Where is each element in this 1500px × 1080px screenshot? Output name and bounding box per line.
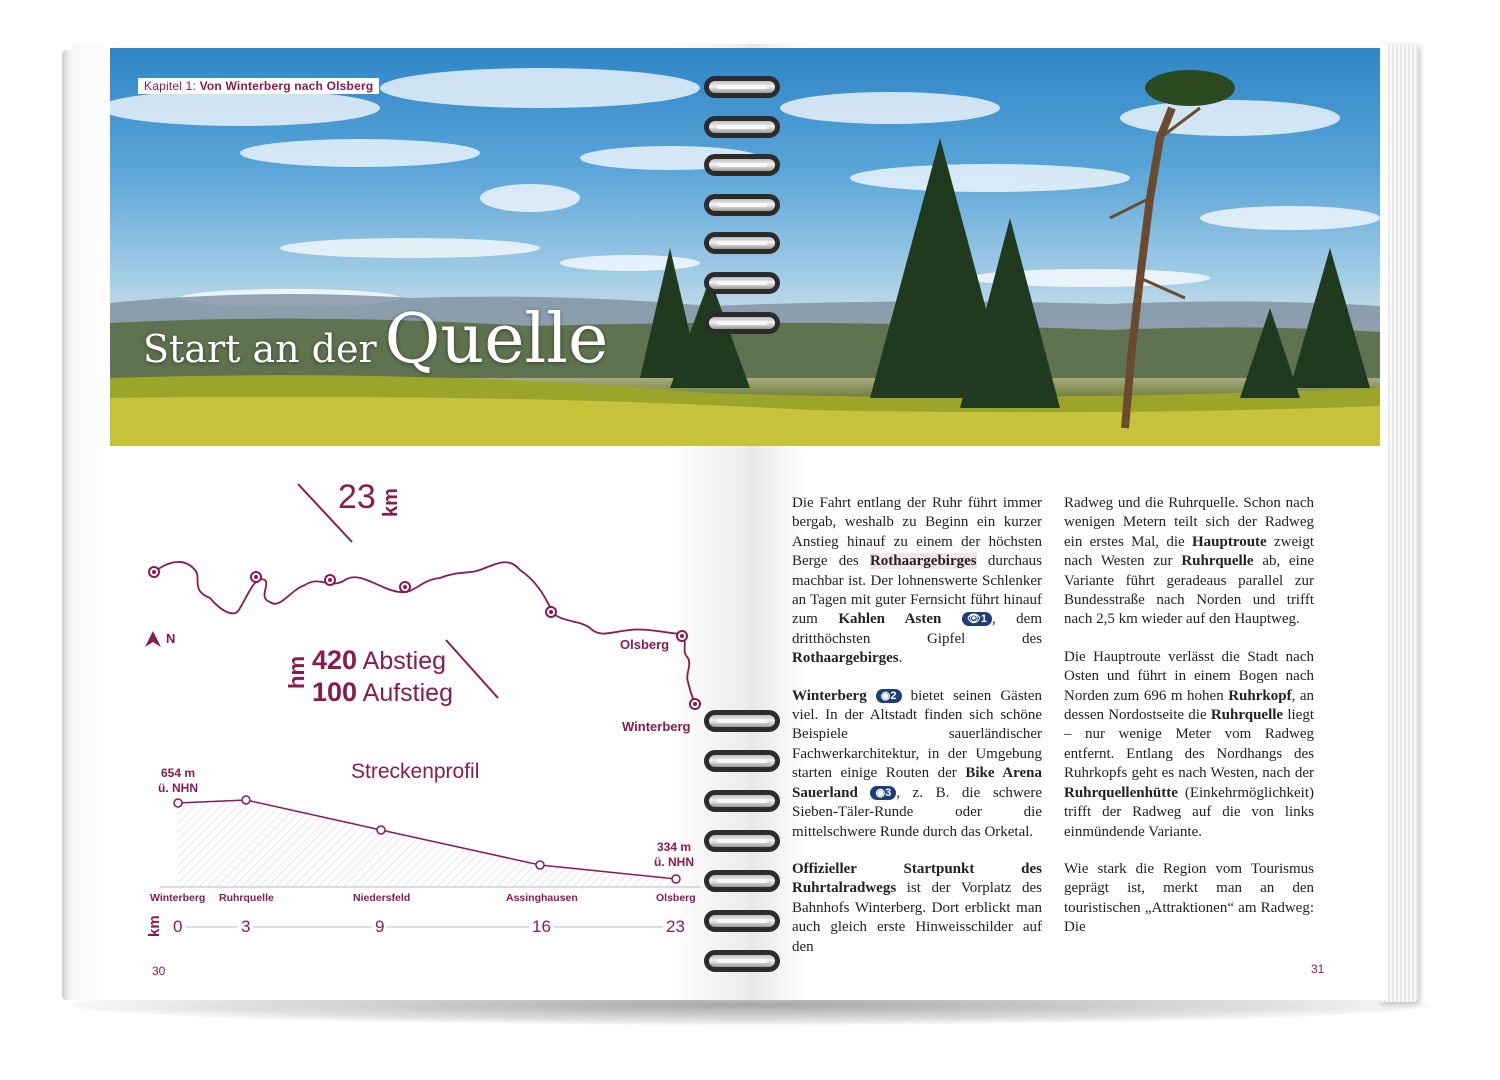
spiral-ring <box>700 906 790 940</box>
page-number-left: 30 <box>152 964 166 978</box>
elevation-profile <box>160 790 700 890</box>
km-axis-unit: km <box>146 915 163 937</box>
spiral-ring <box>700 150 790 184</box>
start-elevation-ref: ü. NHN <box>158 781 198 795</box>
north-arrow-icon <box>144 630 162 648</box>
stop-label: Ruhrquelle <box>219 892 274 904</box>
paragraph: Offizieller Startpunkt des Ruhrtalradwegs ist der Vorplatz des Bahnhofs Winterberg. Dort erblickt man auch gleich erste Hinweisschilder auf den <box>792 860 1042 955</box>
spiral-ring <box>700 268 790 302</box>
km-tick: 9 <box>372 917 387 937</box>
km-tick: 16 <box>529 917 554 937</box>
paragraph: Radweg und die Ruhrquelle. Schon nach wenigen Metern teilt sich der Radweg ein erstes Mal, die Hauptroute zweigt nach Westen zur Ruhrquelle ab, eine Variante führt geradeaus parallel zur Bundesstraße nach Norden und trifft nach 2,5 km wieder auf den Hauptweg. <box>1064 495 1315 628</box>
distance-value: 23 <box>338 478 376 516</box>
spiral-ring <box>700 72 790 106</box>
spiral-ring <box>700 866 790 900</box>
km-axis-line <box>180 926 680 930</box>
chapter-label: Kapitel 1: <box>144 79 197 93</box>
hm-unit: hm <box>284 656 309 689</box>
profile-title: Streckenprofil <box>351 760 480 783</box>
paragraph: Winterberg ◉2 bietet seinen Gästen viel. In der Altstadt finden sich schöne Beispiele sauerländischer Fachwerkarchitektur, in der Umgebung starten einige Routen der Bike Arena Sauerland ◉3 , z. B. die schwere Sieben-Täler-Runde oder die mittelschwere Runde durch das Orketal. <box>792 687 1042 840</box>
stop-label: Assinghausen <box>506 892 578 904</box>
paragraph: Die Fahrt entlang der Ruhr führt immer bergab, weshalb zu Beginn ein kurzer Anstieg hinauf zu einem der höchsten Berge des Rothaargebirges durchaus machbar ist. Der lohnenswerte Schlenker an Tagen mit guter Fernsicht führt hinauf zum Kahlen Asten 👁1 , dem dritthöchsten Gipfel des Rothaargebirges. <box>792 495 1043 667</box>
spiral-ring <box>700 308 790 342</box>
binoculars-badge-icon: 👁1 <box>962 612 992 626</box>
route-label-winterberg: Winterberg <box>622 719 691 734</box>
spiral-ring <box>700 946 790 980</box>
title-small: Start an der <box>143 327 377 371</box>
stop-label: Winterberg <box>150 892 206 904</box>
stop-label: Olsberg <box>656 892 696 904</box>
descent-stat <box>312 645 446 676</box>
km-tick: 3 <box>238 917 253 937</box>
start-elevation-value: 654 m <box>160 766 196 780</box>
page-title <box>143 300 608 379</box>
spiral-ring <box>700 112 790 146</box>
ascent-value: 100 <box>312 677 358 707</box>
km-tick: 23 <box>663 917 688 937</box>
camera-badge-icon: ◉2 <box>876 689 902 703</box>
descent-label: Abstieg <box>362 647 447 675</box>
ascent-label: Aufstieg <box>362 679 453 707</box>
text-column-1 <box>792 494 1042 975</box>
spiral-ring <box>700 190 790 224</box>
end-elevation-ref: ü. NHN <box>654 855 694 869</box>
paragraph: Die Hauptroute verlässt die Stadt nach Osten und führt in einem Bogen nach Norden zum 696 m hohen Ruhrkopf, an dessen Nordostseite die Ruhrquelle liegt – nur wenige Meter vom Radweg entfernt. Entlang des Nordhangs des Ruhrkopfs geht es nach Westen, nach der Ruhrquellenhütte (Einkehrmöglichkeit) trifft der Radweg auf die von links einmündende Variante. <box>1064 648 1314 840</box>
km-tick: 0 <box>170 917 185 937</box>
distance-unit: km <box>380 488 402 517</box>
paragraph: Wie stark die Region vom Tourismus geprägt ist, merkt man an den touristischen „Attraktionen“ am Radweg: Die <box>1064 860 1314 936</box>
camera-badge-icon: ◉3 <box>870 786 896 800</box>
end-elevation-value: 334 m <box>656 840 692 854</box>
route-label-olsberg: Olsberg <box>620 637 670 652</box>
descent-value: 420 <box>312 645 358 675</box>
chapter-tag <box>138 78 379 94</box>
page-number-right: 31 <box>1311 962 1325 976</box>
compass-letter: N <box>166 631 176 646</box>
spiral-ring <box>700 706 790 740</box>
text-column-2 <box>1064 494 1314 956</box>
title-big: Quelle <box>384 300 609 379</box>
spiral-ring <box>700 228 790 262</box>
spiral-ring <box>700 786 790 820</box>
stop-label: Niedersfeld <box>353 892 411 904</box>
ascent-stat <box>312 677 453 708</box>
spiral-ring <box>700 826 790 860</box>
spiral-ring <box>700 746 790 780</box>
chapter-title: Von Winterberg nach Olsberg <box>199 79 374 93</box>
